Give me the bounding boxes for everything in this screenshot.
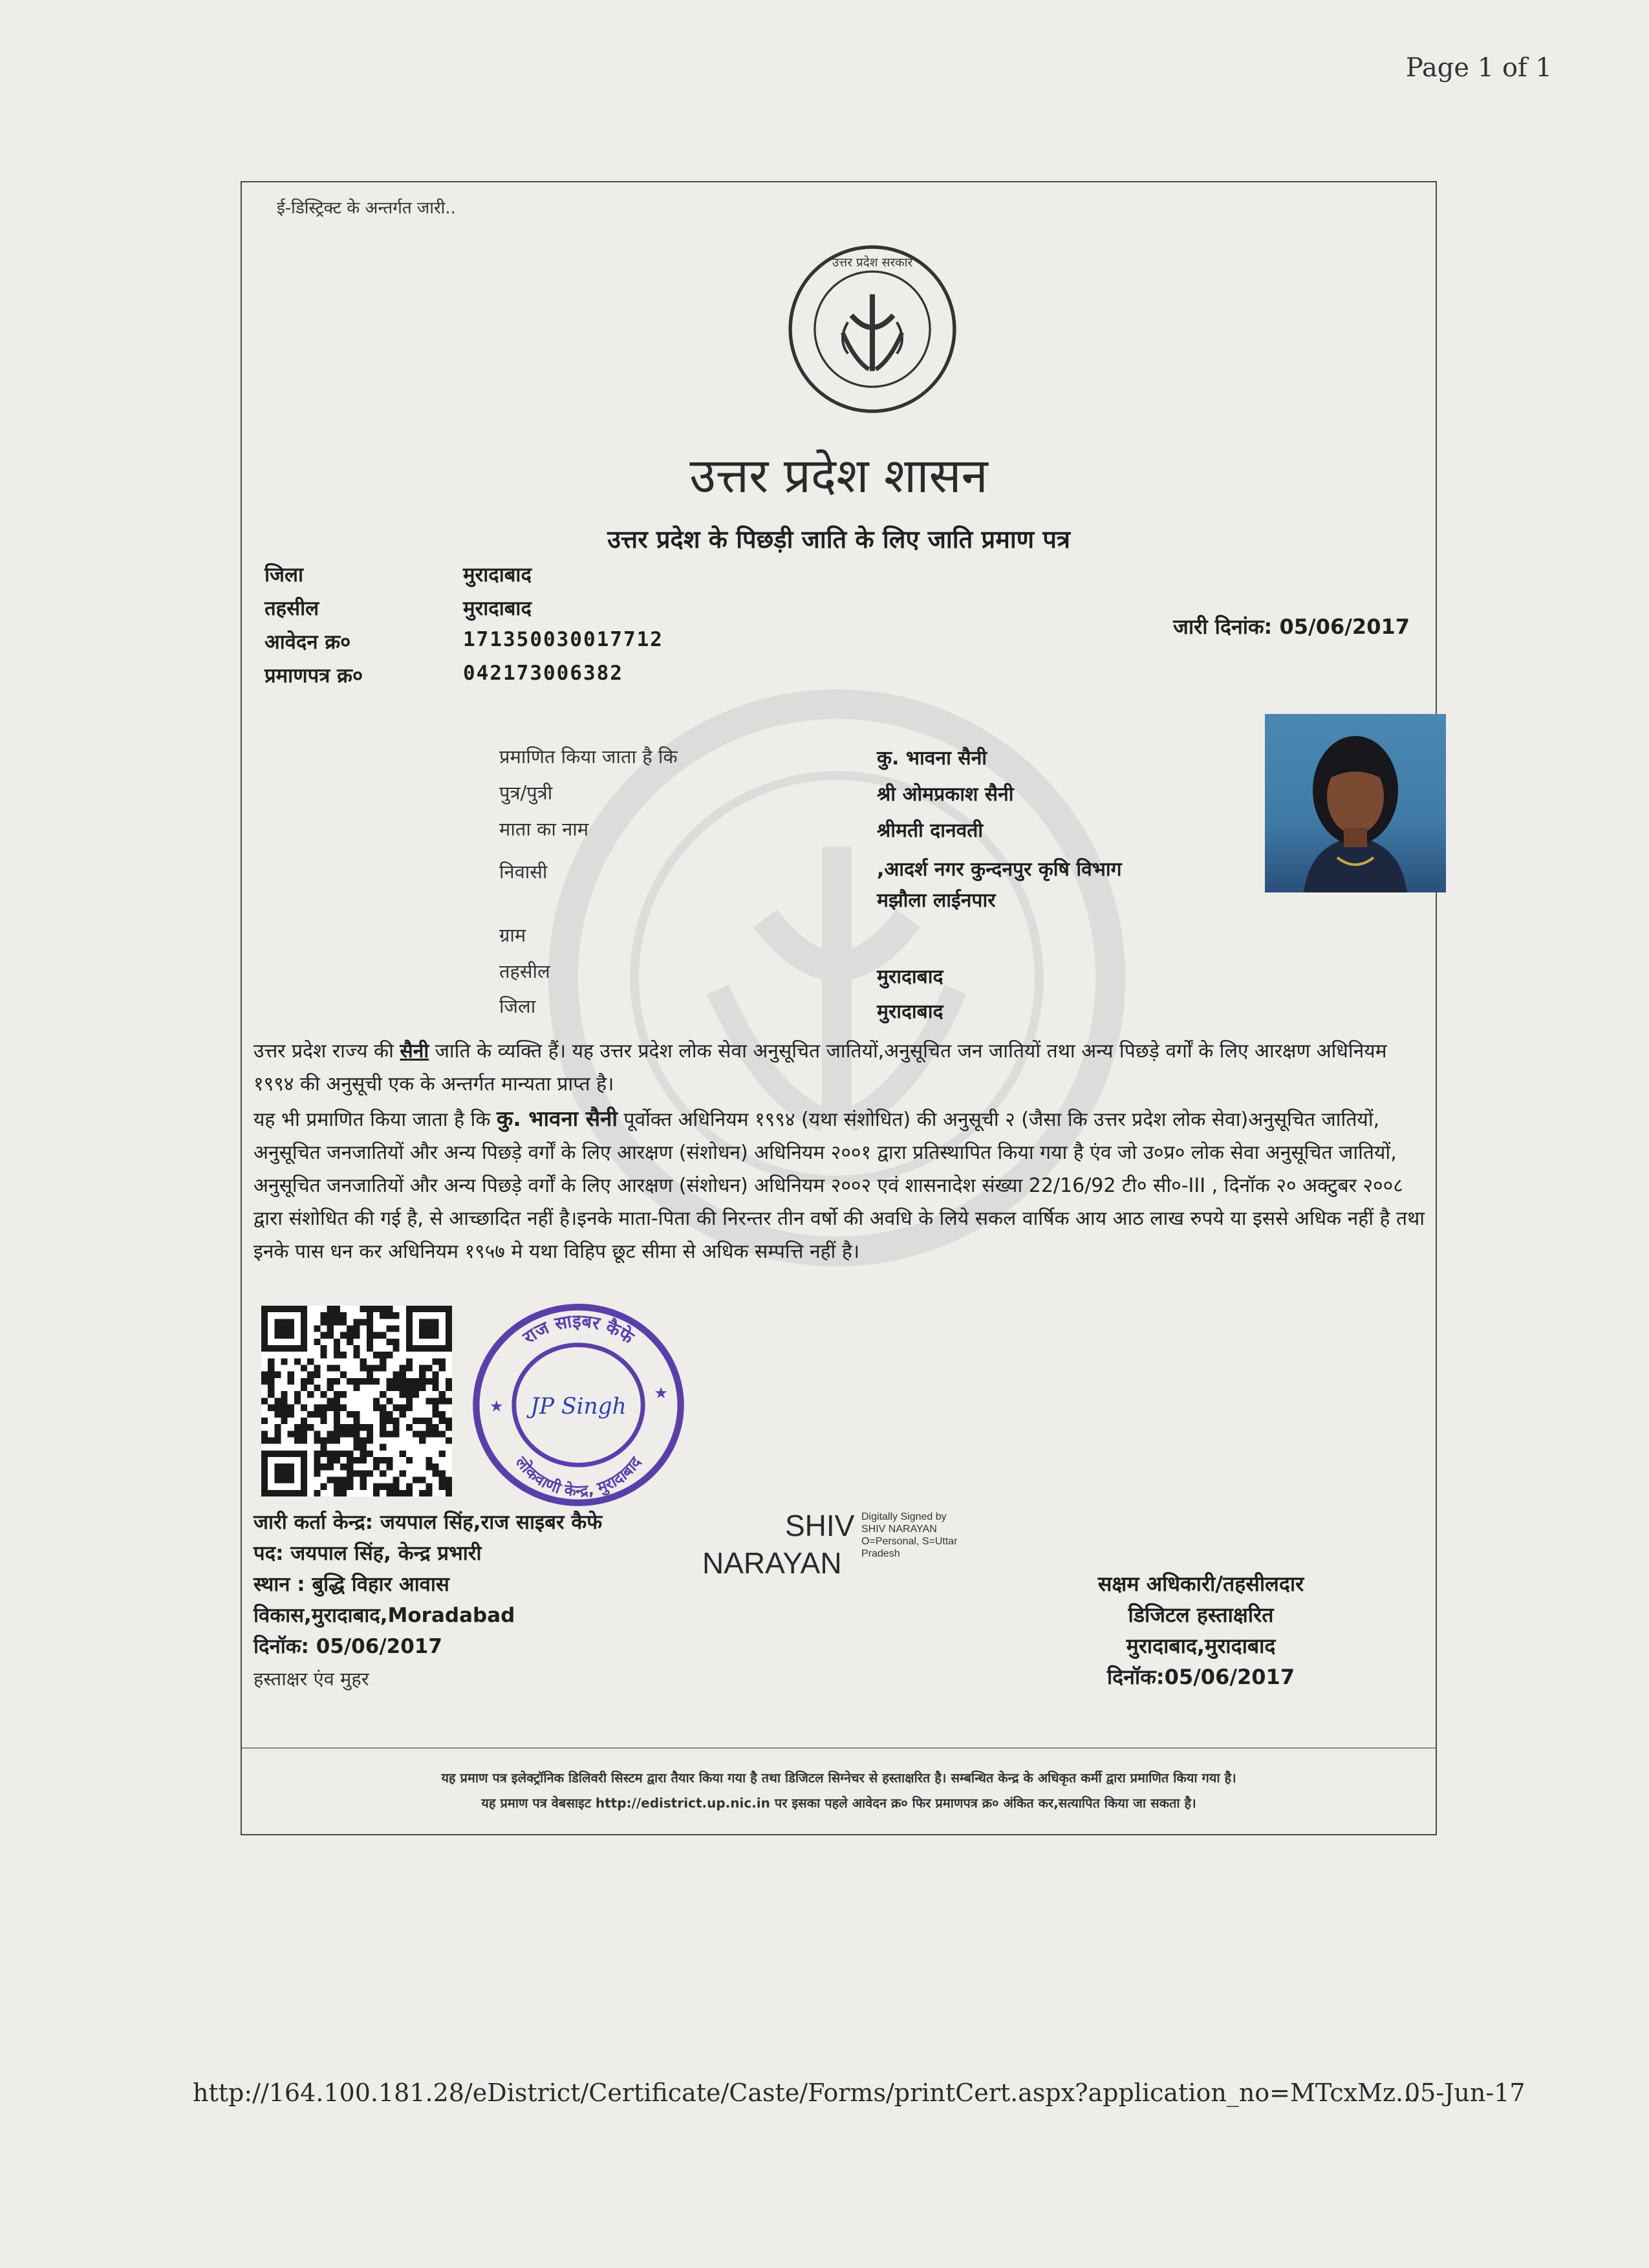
signer-name-line1: SHIV [785, 1509, 855, 1542]
authority-place: मुरादाबाद,मुरादाबाद [1126, 1634, 1276, 1658]
field-label-tehsil: तहसील [264, 597, 319, 620]
authority-date: दिनॉक:05/06/2017 [1106, 1665, 1295, 1689]
field-label-application-no: आवेदन क्र० [264, 631, 351, 654]
print-url: http://164.100.181.28/eDistrict/Certificate/Caste/Forms/printCert.aspx?application_no=MTcxMz... [193, 2079, 1419, 2107]
person-value-father: श्री ओमप्रकाश सैनी [877, 783, 1014, 806]
person-label-resident: निवासी [499, 861, 548, 883]
certification-name: कु. भावना सैनी [496, 1106, 618, 1131]
person-value-district: मुरादाबाद [877, 1000, 943, 1023]
stamp-star-left-icon: ★ [490, 1397, 504, 1416]
issuer-date: दिनॉक: 05/06/2017 [253, 1635, 442, 1658]
office-stamp [467, 1296, 690, 1509]
authority-title: सक्षम अधिकारी/तहसीलदार [1097, 1571, 1304, 1596]
issuer-place: स्थान : बुद्धि विहार आवास [253, 1573, 449, 1596]
person-label-son-daughter: पुत्र/पुत्री [499, 782, 553, 804]
qr-code [261, 1306, 452, 1496]
signature-detail-1: Digitally Signed by [861, 1511, 947, 1522]
stamp-text-bottom: लोकवाणी केन्द्र, मुरादाबाद [512, 1453, 645, 1500]
person-label-mother: माता का नाम [499, 818, 589, 840]
page-number: Page 1 of 1 [1405, 53, 1552, 83]
footer-line-2: यह प्रमाण पत्र वेबसाइट http://edistrict.up.nic.in पर इसका पहले आवेदन क्र० फिर प्रमाणपत्र क्र० अंकित कर,सत्यापित किया जा सकता है। [481, 1795, 1196, 1811]
authority-digital: डिजिटल हस्ताक्षरित [1128, 1603, 1274, 1627]
certificate-subtitle: उत्तर प्रदेश के पिछड़ी जाति के लिए जाति प्रमाण पत्र [607, 525, 1070, 554]
field-value-district: मुरादाबाद [463, 563, 532, 587]
person-label-district: जिला [499, 995, 536, 1017]
person-value-mother: श्रीमती दानवती [877, 819, 984, 842]
caste-statement-post: जाति के व्यक्ति हैं। यह उत्तर प्रदेश लोक सेवा अनुसूचित जातियों,अनुसूचित जन जातियों तथा अन्य पिछड़े वर्गों के लिए आरक्षण अधिनियम १९९४ की अनुसूची एक के अन्तर्गत मान्यता प्राप्त है। [253, 1040, 1387, 1096]
top-note: ई-डिस्ट्रिक्ट के अन्तर्गत जारी.. [277, 199, 456, 218]
emblem-text: उत्तर प्रदेश सरकार [832, 255, 913, 270]
stamp-text-top: राज साइबर कैफे [519, 1311, 638, 1348]
caste-statement-paragraph [253, 1035, 1425, 1101]
stamp-signature: JP Singh [530, 1394, 627, 1420]
footer-line-1: यह प्रमाण पत्र इलेक्ट्रॉनिक डिलिवरी सिस्टम द्वारा तैयार किया गया है तथा डिजिटल सिग्नेचर से हस्ताक्षरित है। सम्बन्धित केन्द्र के अधिकृत कर्मी द्वारा प्रमाणित किया गया है। [441, 1770, 1236, 1786]
field-label-district: जिला [264, 563, 304, 587]
certification-post: पूर्वोक्त अधिनियम १९९४ (यथा संशोधित) की अनुसूची २ (जैसा कि उत्तर प्रदेश लोक सेवा)अनुसूचित जातियों, अनुसूचित जनजातियों और अन्य पिछड़े वर्गों के लिए आरक्षण (संशोधन) अधिनियम २००१ द्वारा प्रतिस्थापित किया गया है एंव जो उ०प्र० लोक सेवा अनुसूचित जातियों, अनुसूचित जनजातियों और अन्य पिछड़े वर्गों के लिए आरक्षण (संशोधन) अधिनियम २००२ एवं शासनादेश संख्या 22/16/92 टी० सी०-III , दिनॉक २० अक्टुबर २००८ द्वारा संशोधित की गई है, से आच्छादित नहीं है।इनके माता-पिता की निरन्तर तीन वर्षो की अवधि के लिये सकल वार्षिक आय आठ लाख रुपये या इससे अधिक नहीं है तथा इनके पास धन कर अधिनियम १९५७ मे यथा विहिप छूट सीमा से अधिक सम्पत्ति नहीं है। [253, 1108, 1425, 1263]
issuer-place-2: विकास,मुरादाबाद,Moradabad [253, 1604, 515, 1627]
person-label-tehsil: तहसील [499, 960, 550, 982]
field-value-application-no: 171350030017712 [463, 628, 663, 651]
certification-pre: यह भी प्रमाणित किया जाता है कि [253, 1108, 497, 1131]
issue-date: जारी दिनांक: 05/06/2017 [1173, 614, 1410, 639]
signature-detail-4: Pradesh [861, 1548, 900, 1559]
person-value-address: ,आदर्श नगर कुन्दनपुर कृषि विभाग [877, 858, 1122, 881]
field-label-certificate-no: प्रमाणपत्र क्र० [264, 664, 363, 687]
footer-divider [242, 1747, 1436, 1749]
certification-paragraph [253, 1102, 1425, 1268]
field-value-certificate-no: 042173006382 [463, 662, 623, 685]
issuer-post: पद: जयपाल सिंह, केन्द्र प्रभारी [253, 1542, 482, 1565]
up-govt-emblem-icon [785, 242, 960, 416]
person-value-name: कु. भावना सैनी [877, 747, 987, 770]
signature-detail-3: O=Personal, S=Uttar [861, 1536, 958, 1547]
print-date: 05-Jun-17 [1405, 2079, 1525, 2107]
stamp-star-right-icon: ★ [654, 1384, 668, 1403]
applicant-photo [1265, 714, 1446, 892]
caste-name: सैनी [400, 1040, 429, 1063]
certificate-title: उत्तर प्रदेश शासन [689, 448, 988, 504]
person-value-tehsil: मुरादाबाद [877, 966, 943, 988]
certificate [241, 181, 1437, 1835]
field-value-tehsil: मुरादाबाद [463, 597, 532, 620]
signature-detail [861, 1511, 958, 1560]
signature-detail-2: SHIV NARAYAN [861, 1524, 937, 1535]
issuer-center: जारी कर्ता केन्द्र: जयपाल सिंह,राज साइबर कैफे [253, 1511, 603, 1534]
person-value-address-2: मझौला लाईनपार [877, 889, 996, 912]
issuer-signature-label: हस्ताक्षर एंव मुहर [253, 1668, 369, 1690]
person-label-village: ग्राम [499, 924, 526, 946]
caste-statement-pre: उत्तर प्रदेश राज्य की [253, 1040, 400, 1063]
person-label-certify: प्रमाणित किया जाता है कि [499, 746, 678, 768]
applicant-photo-image [1265, 714, 1446, 892]
signer-name-line2: NARAYAN [702, 1546, 842, 1580]
